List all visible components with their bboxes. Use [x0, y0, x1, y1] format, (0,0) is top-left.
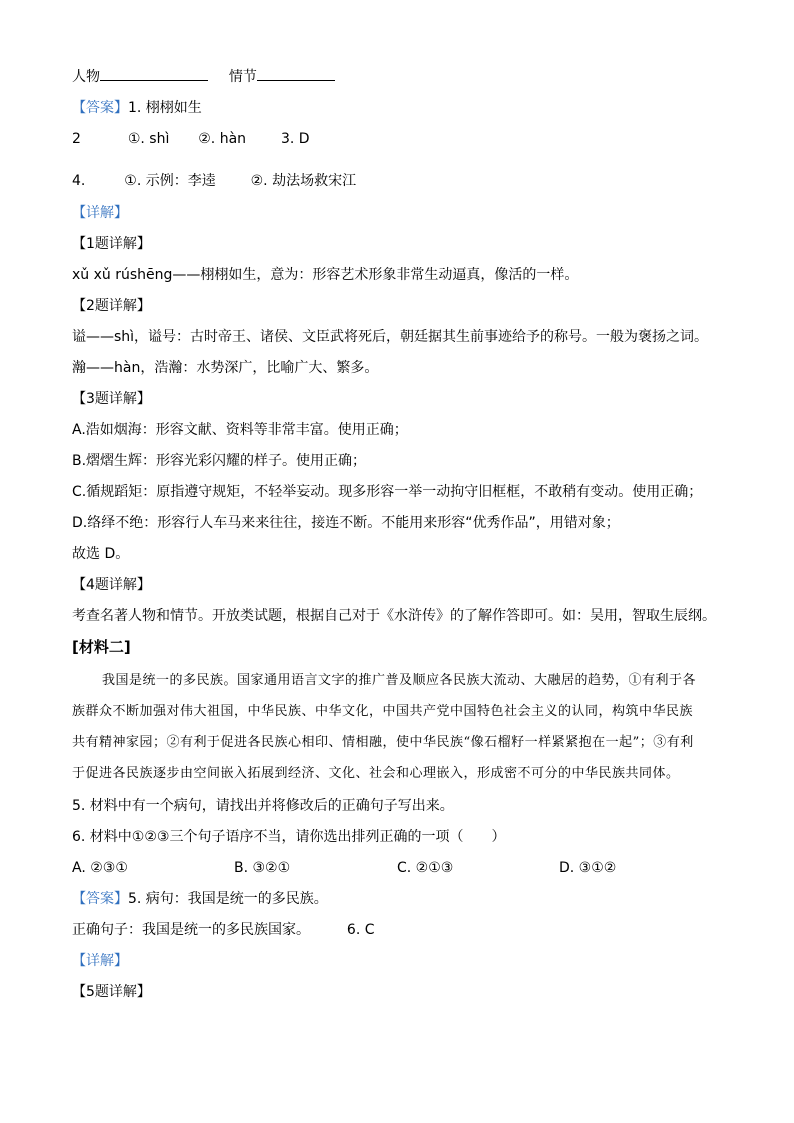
- answer-2-text-2: 正确句子：我国是统一的多民族国家。: [72, 922, 310, 938]
- answer-2-detail-tag: 【详解】: [72, 953, 128, 969]
- material-2-line-1: 我国是统一的多民族。国家通用语言文字的推广普及顺应各民族大流动、大融居的趋势，①有利于各: [102, 673, 697, 688]
- q3-option-d: D.络绎不绝：形容行人车马来来往往，接连不断。不能用来形容“优秀作品”，用错对象；: [72, 515, 620, 531]
- q2-detail-text-1: 谥——shì，谥号：古时帝王、诸侯、文臣武将死后，朝廷据其生前事迹给予的称号。一般为褒扬之词。: [72, 329, 709, 345]
- q3-conclusion: 故选 D。: [72, 546, 130, 562]
- person-label: 人物: [72, 69, 100, 85]
- answer-tag: 【答案】: [72, 100, 128, 116]
- q1-detail-text: xǔ xǔ rúshēng——栩栩如生，意为：形容艺术形象非常生动逼真，像活的一样。: [72, 267, 579, 283]
- q3-option-c: C.循规蹈矩：原指遵守规矩，不轻举妄动。现多形容一举一动拘守旧框框，不敢稍有变动。使用正确；: [72, 484, 703, 500]
- q1-detail-heading: 【1题详解】: [72, 236, 151, 252]
- plot-label: 情节: [228, 69, 257, 85]
- option-c: C. ②①③: [397, 860, 454, 876]
- answer-2-text-2b: 6. C: [346, 922, 375, 938]
- answer-2-text-1: 5. 病句：我国是统一的多民族。: [128, 891, 328, 907]
- answer-item-2-num: 2: [72, 131, 81, 147]
- answer-line-4: [72, 171, 356, 191]
- plot-blank[interactable]: [257, 66, 335, 81]
- answer-line-2: [72, 129, 310, 149]
- material-2-line-4: 于促进各民族逐步由空间嵌入拓展到经济、文化、社会和心理嵌入，形成密不可分的中华民族共同体。: [72, 766, 680, 781]
- option-d: D. ③①②: [559, 860, 617, 876]
- q4-detail-heading: 【4题详解】: [72, 577, 151, 593]
- question-5: 5. 材料中有一个病句，请找出并将修改后的正确句子写出来。: [72, 798, 454, 814]
- q3-option-a: A.浩如烟海：形容文献、资料等非常丰富。使用正确；: [72, 422, 408, 438]
- fill-in-line: [72, 66, 335, 87]
- question-6: 6. 材料中①②③三个句子语序不当，请你选出排列正确的一项（ ）: [72, 829, 506, 845]
- q2-detail-heading: 【2题详解】: [72, 298, 151, 314]
- detail-tag: 【详解】: [72, 205, 128, 221]
- answer-item-4b: ②. 劫法场救宋江: [250, 173, 357, 189]
- answer-item-2a: ①. shì: [127, 131, 170, 147]
- material-2-line-3: 共有精神家园；②有利于促进各民族心相印、情相融，使中华民族“像石榴籽一样紧紧抱在一起”；③有利: [72, 735, 694, 750]
- q3-detail-heading: 【3题详解】: [72, 391, 151, 407]
- q5-detail-heading: 【5题详解】: [72, 984, 151, 1000]
- answer-item-4-num: 4.: [72, 173, 86, 189]
- answer-2-line-1: [72, 889, 328, 909]
- answer-line-1: [72, 98, 202, 118]
- material-2-title: [材料二]: [72, 638, 131, 656]
- answer-item-4a: ①. 示例：李逵: [124, 173, 216, 189]
- option-a: A. ②③①: [72, 860, 128, 876]
- q4-detail-text: 考查名著人物和情节。开放类试题，根据自己对于《水浒传》的了解作答即可。如：吴用，智取生辰纲。: [72, 608, 716, 624]
- answer-2-line-2: [72, 920, 375, 940]
- answer-item-1: 1. 栩栩如生: [128, 100, 202, 116]
- answer-item-2b: ②. hàn: [198, 131, 247, 147]
- answer-item-3: 3. D: [280, 131, 310, 147]
- option-b: B. ③②①: [234, 860, 291, 876]
- person-blank[interactable]: [100, 66, 208, 81]
- q3-option-b: B.熠熠生辉：形容光彩闪耀的样子。使用正确；: [72, 453, 367, 469]
- q2-detail-text-2: 瀚——hàn，浩瀚：水势深广，比喻广大、繁多。: [72, 360, 379, 376]
- material-2-line-2: 族群众不断加强对伟大祖国，中华民族、中华文化，中国共产党中国特色社会主义的认同，构筑中华民族: [72, 704, 694, 719]
- answer-2-tag: 【答案】: [72, 891, 128, 907]
